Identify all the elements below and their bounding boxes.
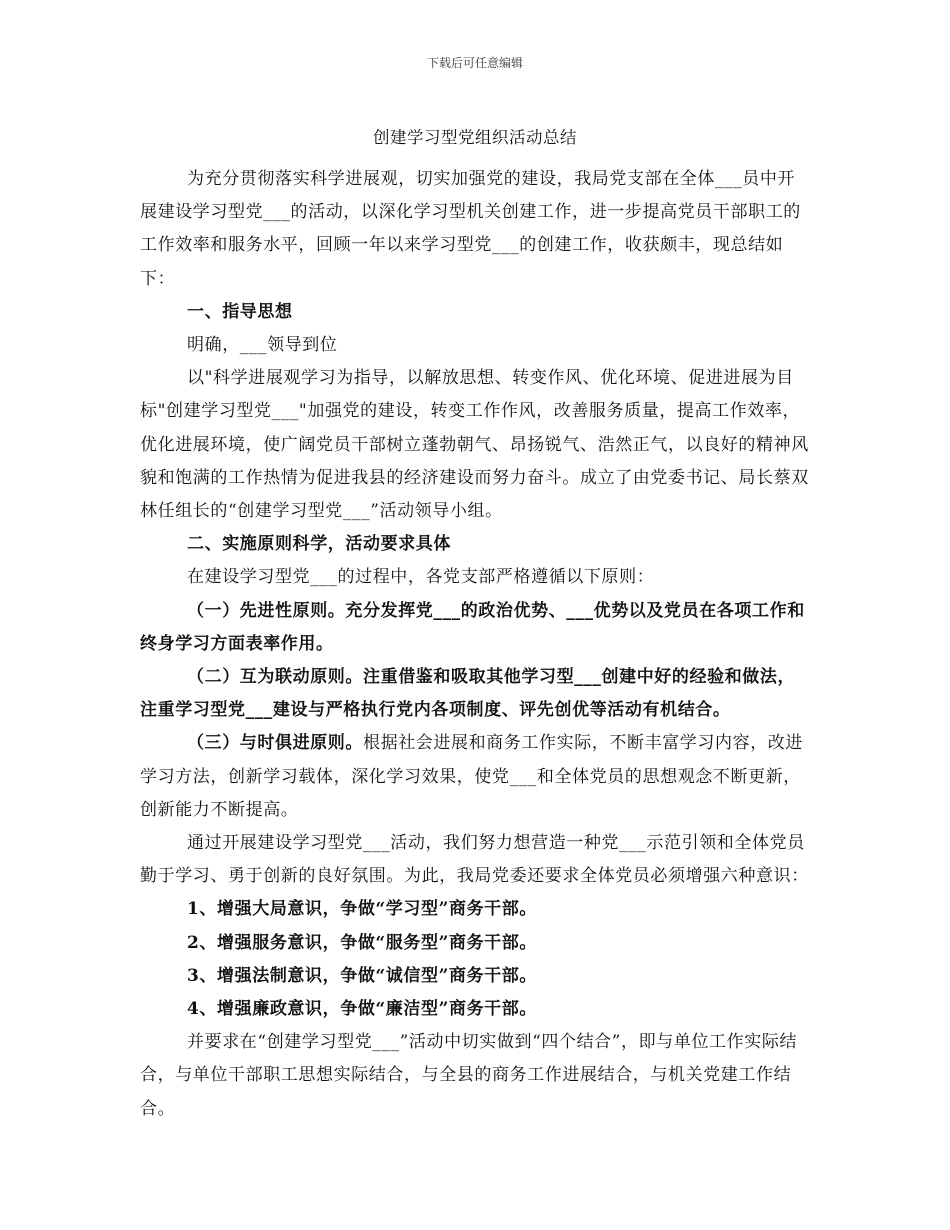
list-item: 3、增强法制意识，争做“诚信型”商务干部。 [187, 965, 537, 986]
principle-2: （二）互为联动原则。注重借鉴和吸取其他学习型___创建中好的经验和做法，注重学习型党___建设与严格执行党内各项制度、评先创优等活动有机结合。 [140, 667, 796, 721]
document-body [140, 163, 812, 1126]
principle-1: （一）先进性原则。充分发挥党___的政治优势、___优势以及党员在各项工作和终身学习方面表率作用。 [140, 600, 805, 654]
section-heading-2: 二、实施原则科学，活动要求具体 [187, 534, 451, 555]
list-item: 4、增强廉政意识，争做“廉洁型”商务干部。 [187, 999, 537, 1020]
page-header-note: 下载后可任意编辑 [426, 56, 523, 70]
closing-paragraph: 并要求在“创建学习型党___”活动中切实做到“四个结合”，即与单位工作实际结合，与单位干部职工思想实际结合，与全县的商务工作进展结合，与机关党建工作结合。 [140, 1032, 798, 1119]
document-title: 创建学习型党组织活动总结 [373, 128, 577, 147]
paragraph: 通过开展建设学习型党___活动，我们努力想营造一种党___示范引领和全体党员勤于学习、勇于创新的良好氛围。为此，我局党委还要求全体党员必须增强六种意识： [140, 833, 809, 887]
section-heading-1: 一、指导思想 [187, 301, 293, 322]
principle-3-heading: （三）与时俱进原则。 [187, 733, 363, 754]
paragraph: 明确，___领导到位 [187, 335, 338, 356]
paragraph: 在建设学习型党___的过程中，各党支部严格遵循以下原则： [187, 567, 655, 588]
principle-3 [140, 727, 812, 827]
list-item: 1、增强大局意识，争做“学习型”商务干部。 [187, 899, 537, 920]
intro-paragraph: 为充分贯彻落实科学进展观，切实加强党的建设，我局党支部在全体___员中开展建设学习型党___的活动，以深化学习型机关创建工作，进一步提高党员干部职工的工作效率和服务水平，回顾一年以来学习型党___的创建工作，收获颇丰，现总结如下： [140, 169, 801, 289]
paragraph: 以"科学进展观学习为指导，以解放思想、转变作风、优化环境、促进进展为目标"创建学习型党___"加强党的建设，转变工作作风，改善服务质量，提高工作效率，优化进展环境，使广阔党员干部树立蓬勃朝气、昂扬锐气、浩然正气，以良好的精神风貌和饱满的工作热情为促进我县的经济建设而努力奋斗。成立了由党委书记、局长蔡双林任组长的“创建学习型党___”活动领导小组。 [140, 368, 809, 522]
principle-3-text: 根据社会进展和商务工作实际，不断丰富学习内容，改进学习方法，创新学习载体，深化学习效果，使党___和全体党员的思想观念不断更新，创新能力不断提高。 [140, 733, 803, 820]
list-item: 2、增强服务意识，争做“服务型”商务干部。 [187, 932, 537, 953]
